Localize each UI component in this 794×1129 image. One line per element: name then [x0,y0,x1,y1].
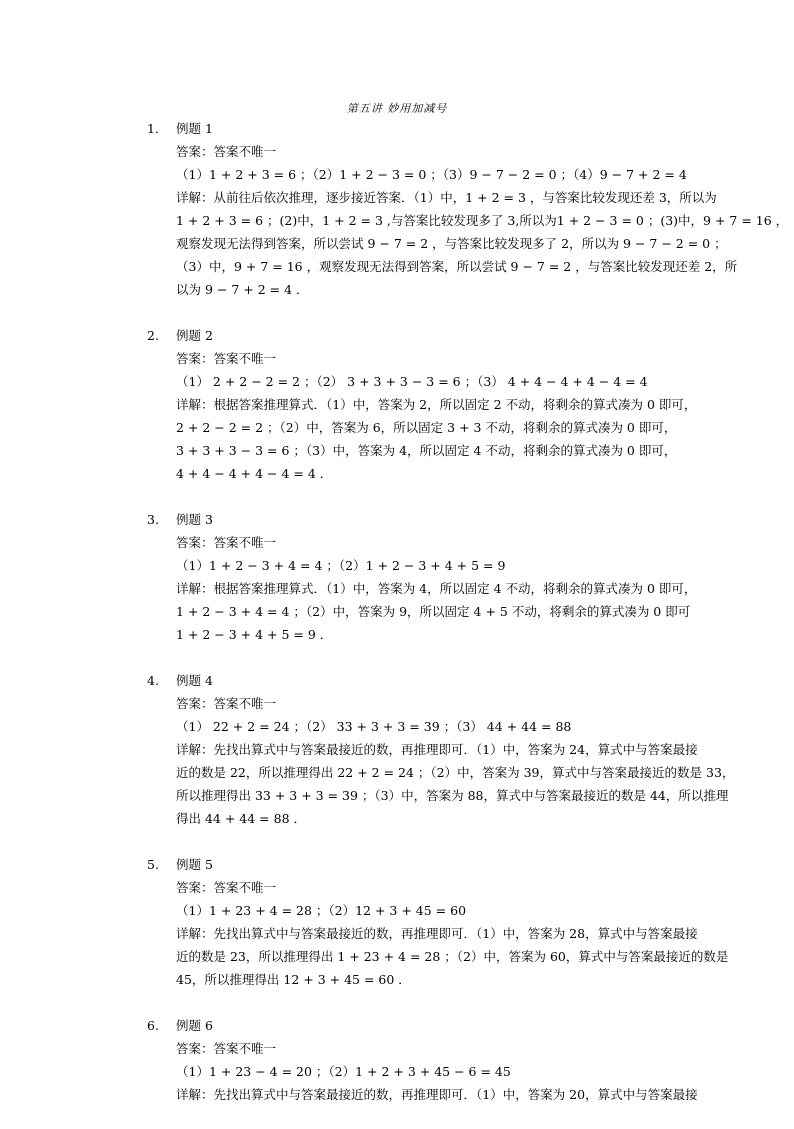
formula-line: （1）1 + 23 − 4 = 20 ；（2）1 + 2 + 3 + 45 − 6 = 45 [176,1064,511,1079]
detail-line: 详解：先找出算式中与答案最接近的数，再推理即可．（1）中，答案为 24，算式中与答案最接 [176,742,698,757]
detail-line: 详解：从前往后依次推理，逐步接近答案．（1）中，1 + 2 = 3 ，与答案比较发现还差 3，所以为 [176,190,717,205]
problem-6 [0,1014,794,1106]
problem-number: 4. [147,673,159,688]
formula-line: （1） 22 + 2 = 24 ；（2） 33 + 3 + 3 = 39 ；（3） 44 + 44 = 88 [176,719,572,734]
detail-line: 以为 9 − 7 + 2 = 4 ． [176,282,309,297]
problem-list [0,117,794,1129]
formula-line: （1） 2 + 2 − 2 = 2 ；（2） 3 + 3 + 3 − 3 = 6 ；（3） 4 + 4 − 4 + 4 − 4 = 4 [176,374,648,389]
problem-number: 6. [147,1018,159,1033]
page-title: 第五讲 妙用加减号 [346,102,448,115]
problem-number: 3. [147,512,159,527]
problem-2 [0,324,794,485]
detail-line: 观察发现无法得到答案，所以尝试 9 − 7 = 2 ，与答案比较发现多了 2，所以为 9 − 7 − 2 = 0 ； [176,236,727,251]
problem-title: 例题 1 [176,121,213,136]
detail-line: 近的数是 22，所以推理得出 22 + 2 = 24 ；（2）中，答案为 39，算式中与答案最接近的数是 33， [176,765,735,780]
detail-line: 4 + 4 − 4 + 4 − 4 = 4 ． [176,466,333,481]
problem-title: 例题 5 [176,857,213,872]
problem-number: 1. [147,121,159,136]
detail-line: 所以推理得出 33 + 3 + 3 = 39 ；（3）中，答案为 88，算式中与答案最接近的数是 44，所以推理 [176,788,729,803]
formula-line: （1）1 + 2 + 3 = 6 ；（2）1 + 2 − 3 = 0 ；（3）9 − 7 − 2 = 0 ；（4）9 − 7 + 2 = 4 [176,167,687,182]
detail-line: 2 + 2 − 2 = 2 ；（2）中，答案为 6，所以固定 3 + 3 不动，将剩余的算式凑为 0 即可， [176,420,677,435]
problem-title: 例题 4 [176,673,213,688]
problem-title: 例题 6 [176,1018,213,1033]
answer-label: 答案：答案不唯一 [176,880,277,895]
detail-line: 详解：先找出算式中与答案最接近的数，再推理即可．（1）中，答案为 28，算式中与答案最接 [176,926,698,941]
detail-line: （3）中，9 + 7 = 16 ，观察发现无法得到答案，所以尝试 9 − 7 = 2 ，与答案比较发现还差 2，所 [176,259,738,274]
answer-label: 答案：答案不唯一 [176,351,277,366]
problem-1 [0,117,794,301]
formula-line: （1）1 + 23 + 4 = 28 ；（2）12 + 3 + 45 = 60 [176,903,467,918]
detail-line: 详解：先找出算式中与答案最接近的数，再推理即可．（1）中，答案为 20，算式中与答案最接 [176,1087,698,1102]
answer-label: 答案：答案不唯一 [176,144,277,159]
detail-line: 3 + 3 + 3 − 3 = 6 ；（3）中，答案为 4，所以固定 4 不动，将剩余的算式凑为 0 即可， [176,443,677,458]
detail-line: 1 + 2 − 3 + 4 = 4 ；（2）中，答案为 9，所以固定 4 + 5 不动，将剩余的算式凑为 0 即可 [176,604,691,619]
problem-title: 例题 3 [176,512,213,527]
formula-line: （1）1 + 2 − 3 + 4 = 4 ；（2）1 + 2 − 3 + 4 + 5 = 9 [176,558,506,573]
problem-number: 5. [147,857,159,872]
problem-5 [0,853,794,991]
detail-line: 1 + 2 + 3 = 6 ；(2)中，1 + 2 = 3 ,与答案比较发现多了 3,所以为1 + 2 − 3 = 0 ；(3)中，9 + 7 = 16 ， [176,213,789,228]
problem-number: 2. [147,328,159,343]
answer-label: 答案：答案不唯一 [176,535,277,550]
detail-line: 详解：根据答案推理算式．（1）中，答案为 4，所以固定 4 不动，将剩余的算式凑为 0 即可， [176,581,697,596]
problem-3 [0,508,794,646]
detail-line: 详解：根据答案推理算式．（1）中，答案为 2，所以固定 2 不动，将剩余的算式凑为 0 即可， [176,397,697,412]
problem-title: 例题 2 [176,328,213,343]
detail-line: 得出 44 + 44 = 88 ． [176,811,307,826]
problem-4 [0,669,794,830]
answer-label: 答案：答案不唯一 [176,1041,277,1056]
detail-line: 近的数是 23，所以推理得出 1 + 23 + 4 = 28 ；（2）中，答案为 60，算式中与答案最接近的数是 [176,949,729,964]
detail-line: 45，所以推理得出 12 + 3 + 45 = 60 ． [176,972,411,987]
detail-line: 1 + 2 − 3 + 4 + 5 = 9 ． [176,627,333,642]
answer-label: 答案：答案不唯一 [176,696,277,711]
